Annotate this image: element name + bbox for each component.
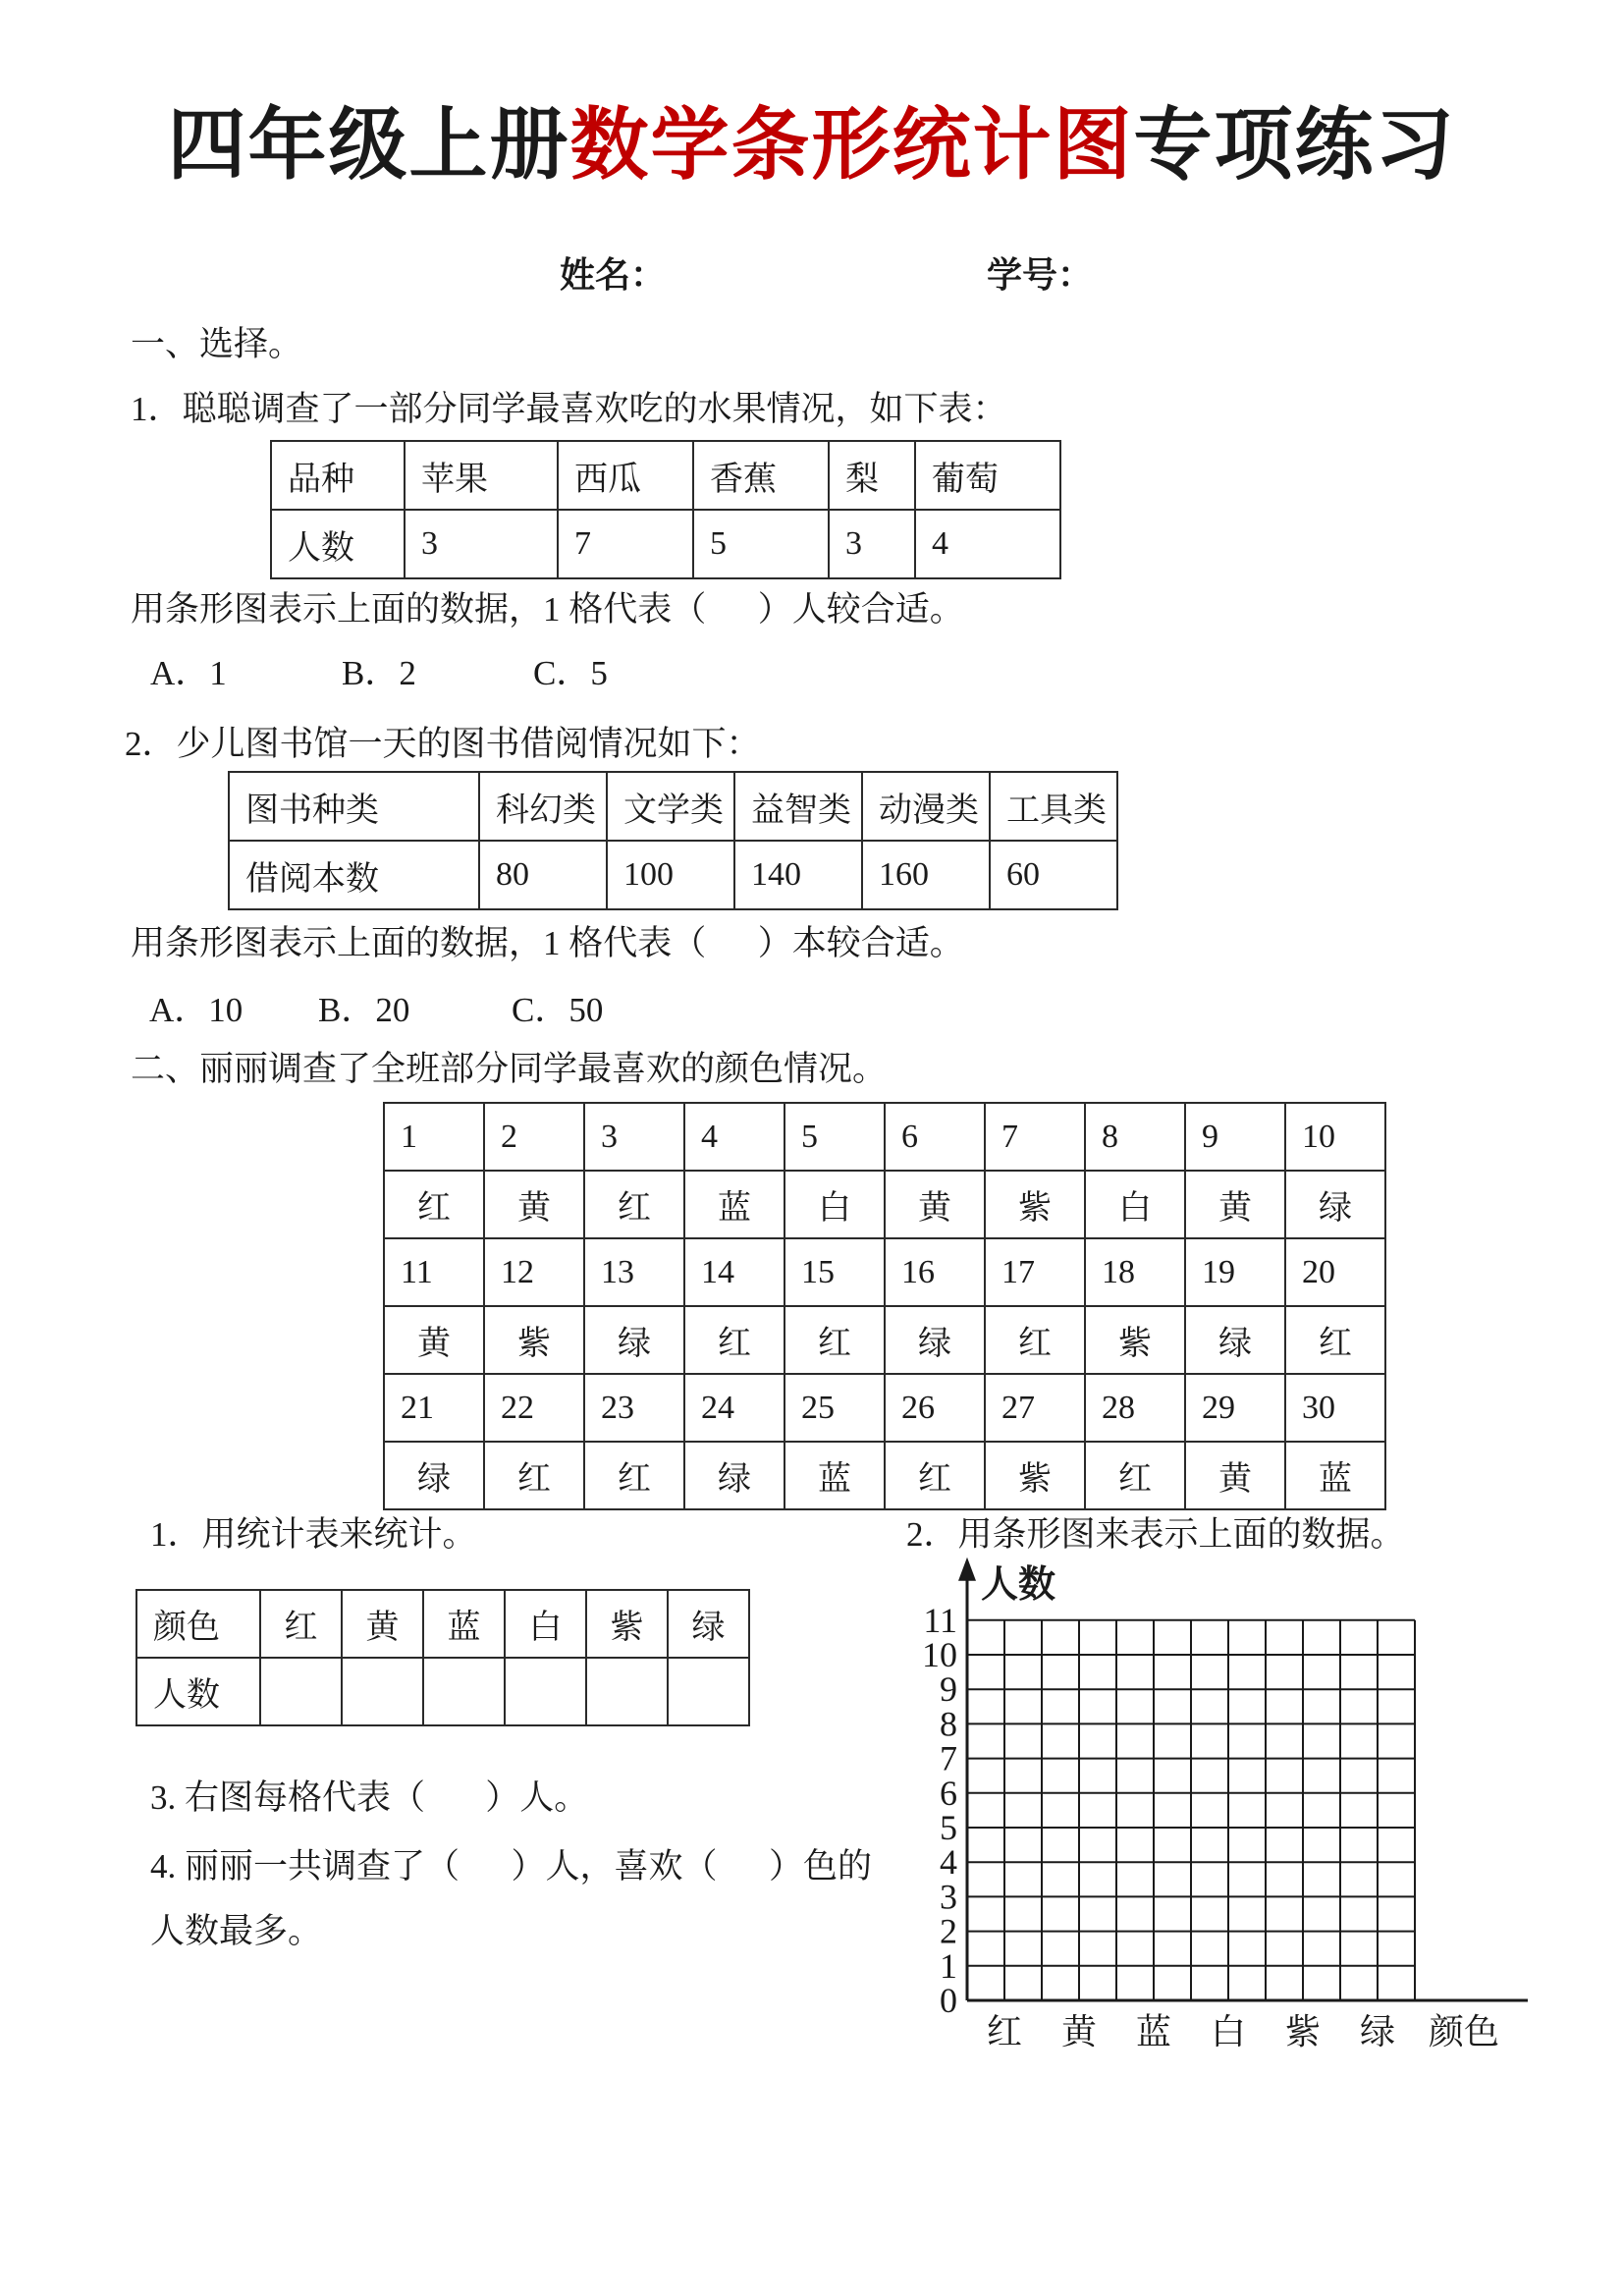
table-cell: 1 (384, 1103, 484, 1171)
table-cell: 7 (558, 510, 693, 578)
y-tick-label: 4 (940, 1842, 957, 1883)
table-cell: 18 (1085, 1238, 1185, 1306)
table-cell: 红 (584, 1442, 684, 1509)
table-cell: 5 (693, 510, 829, 578)
x-category-label: 紫 (1284, 2012, 1322, 2051)
table-cell: 绿 (684, 1442, 784, 1509)
table-cell: 27 (985, 1374, 1085, 1442)
table-cell: 5 (784, 1103, 885, 1171)
table-cell: 80 (479, 841, 607, 909)
section1-heading: 一、选择。 (131, 325, 303, 363)
table-cell: 4 (915, 510, 1060, 578)
table-cell: 19 (1185, 1238, 1285, 1306)
color-survey-table (383, 1102, 1386, 1510)
table-cell: 紫 (586, 1590, 668, 1658)
table-cell: 动漫类 (862, 772, 990, 841)
table-cell: 11 (384, 1238, 484, 1306)
s2-q4-text-line1: 4. 丽丽一共调查了（ ）人，喜欢（ ）色的 (150, 1847, 873, 1886)
table-cell: 30 (1285, 1374, 1385, 1442)
table-cell: 香蕉 (693, 441, 829, 510)
student-id-label: 学号： (987, 255, 1094, 295)
table-row (384, 1442, 1385, 1509)
table-cell: 29 (1185, 1374, 1285, 1442)
table-cell: 14 (684, 1238, 784, 1306)
y-tick-label: 6 (940, 1773, 957, 1813)
table-cell: 黄 (342, 1590, 423, 1658)
table-cell: 23 (584, 1374, 684, 1442)
x-category-label: 黄 (1060, 2012, 1098, 2051)
table-cell: 西瓜 (558, 441, 693, 510)
table-cell: 8 (1085, 1103, 1185, 1171)
table-cell: 黄 (384, 1306, 484, 1374)
table-row (271, 510, 1060, 578)
q2-text: 2．少儿图书馆一天的图书借阅情况如下： (125, 725, 761, 763)
y-tick-label: 0 (940, 1981, 957, 2020)
fruit-table (270, 440, 1061, 579)
q2-options (149, 990, 603, 1031)
table-cell (423, 1658, 505, 1725)
y-tick-label: 2 (940, 1911, 957, 1951)
table-cell: 图书种类 (229, 772, 479, 841)
table-cell: 2 (484, 1103, 584, 1171)
table-cell: 白 (784, 1171, 885, 1238)
table-row (384, 1238, 1385, 1306)
table-cell: 25 (784, 1374, 885, 1442)
table-cell: 160 (862, 841, 990, 909)
table-cell: 科幻类 (479, 772, 607, 841)
table-cell: 红 (985, 1306, 1085, 1374)
table-cell: 工具类 (990, 772, 1117, 841)
table-cell: 17 (985, 1238, 1085, 1306)
table-cell (586, 1658, 668, 1725)
q1-note: 用条形图表示上面的数据，1 格代表（ ）人较合适。 (131, 590, 964, 629)
books-table (228, 771, 1118, 910)
table-cell: 蓝 (1285, 1442, 1385, 1509)
y-tick-label: 8 (940, 1704, 957, 1744)
table-cell (342, 1658, 423, 1725)
table-cell: 3 (829, 510, 915, 578)
q1-option-b: B．2 (342, 654, 416, 692)
table-cell: 苹果 (405, 441, 558, 510)
q2-option-c: C．50 (512, 991, 604, 1029)
table-cell: 红 (684, 1306, 784, 1374)
table-cell: 140 (734, 841, 862, 909)
table-cell: 紫 (484, 1306, 584, 1374)
y-tick-label: 3 (940, 1877, 957, 1917)
title-part-left: 四年级上册 (167, 101, 570, 189)
table-cell: 蓝 (684, 1171, 784, 1238)
table-cell: 白 (1085, 1171, 1185, 1238)
table-cell: 借阅本数 (229, 841, 479, 909)
y-tick-label: 10 (922, 1635, 957, 1674)
y-tick-label: 7 (940, 1738, 957, 1778)
x-category-label: 绿 (1359, 2012, 1396, 2051)
color-stats-table (135, 1589, 750, 1726)
table-cell: 红 (784, 1306, 885, 1374)
x-category-label: 蓝 (1135, 2012, 1172, 2051)
page-title (0, 101, 1623, 189)
table-cell: 15 (784, 1238, 885, 1306)
table-row (384, 1306, 1385, 1374)
table-cell: 益智类 (734, 772, 862, 841)
table-cell: 颜色 (136, 1590, 260, 1658)
table-cell: 蓝 (784, 1442, 885, 1509)
table-row (271, 441, 1060, 510)
table-cell: 黄 (1185, 1442, 1285, 1509)
table-cell: 红 (1285, 1306, 1385, 1374)
table-cell: 24 (684, 1374, 784, 1442)
s2-q1-text: 1．用统计表来统计。 (150, 1515, 477, 1554)
table-row (136, 1590, 749, 1658)
title-part-accent: 数学条形统计图 (569, 101, 1134, 189)
name-label: 姓名： (560, 255, 667, 295)
table-cell: 13 (584, 1238, 684, 1306)
s2-q4-text-line2: 人数最多。 (150, 1912, 323, 1950)
title-part-right: 专项练习 (1133, 101, 1456, 189)
table-cell: 7 (985, 1103, 1085, 1171)
table-cell: 20 (1285, 1238, 1385, 1306)
table-row (384, 1171, 1385, 1238)
table-cell: 21 (384, 1374, 484, 1442)
table-cell: 60 (990, 841, 1117, 909)
table-cell: 绿 (885, 1306, 985, 1374)
table-cell: 绿 (668, 1590, 749, 1658)
table-cell: 22 (484, 1374, 584, 1442)
table-cell: 紫 (985, 1442, 1085, 1509)
x-category-label: 红 (986, 2012, 1023, 2051)
q2-note: 用条形图表示上面的数据，1 格代表（ ）本较合适。 (131, 924, 964, 962)
table-cell: 葡萄 (915, 441, 1060, 510)
table-cell: 6 (885, 1103, 985, 1171)
table-cell: 红 (384, 1171, 484, 1238)
x-category-label: 白 (1210, 2012, 1247, 2051)
table-cell: 28 (1085, 1374, 1185, 1442)
table-cell (668, 1658, 749, 1725)
table-row (229, 772, 1117, 841)
table-cell: 绿 (1285, 1171, 1385, 1238)
table-cell: 文学类 (607, 772, 734, 841)
table-cell: 4 (684, 1103, 784, 1171)
table-cell: 红 (885, 1442, 985, 1509)
table-cell: 品种 (271, 441, 405, 510)
q2-option-a: A．10 (149, 991, 243, 1029)
table-cell: 100 (607, 841, 734, 909)
table-cell: 黄 (885, 1171, 985, 1238)
y-tick-label: 5 (940, 1808, 957, 1847)
q1-options (150, 653, 608, 694)
s2-q3-text: 3. 右图每格代表（ ）人。 (150, 1778, 589, 1817)
axis-arrow-icon (958, 1558, 976, 1581)
table-cell: 黄 (1185, 1171, 1285, 1238)
table-cell: 梨 (829, 441, 915, 510)
table-cell (505, 1658, 586, 1725)
table-cell: 26 (885, 1374, 985, 1442)
table-cell: 黄 (484, 1171, 584, 1238)
table-row (384, 1374, 1385, 1442)
table-cell: 3 (405, 510, 558, 578)
y-tick-label: 11 (923, 1600, 957, 1640)
table-cell: 人数 (271, 510, 405, 578)
bar-chart-grid (913, 1552, 1561, 2072)
table-row (384, 1103, 1385, 1171)
table-cell: 10 (1285, 1103, 1385, 1171)
table-cell: 红 (260, 1590, 342, 1658)
table-cell: 绿 (1185, 1306, 1285, 1374)
q1-text: 1．聪聪调查了一部分同学最喜欢吃的水果情况，如下表： (131, 390, 1007, 428)
table-cell: 16 (885, 1238, 985, 1306)
table-cell: 绿 (584, 1306, 684, 1374)
q2-option-b: B．20 (318, 991, 410, 1029)
y-axis-title: 人数 (981, 1563, 1056, 1606)
s2-q2-text: 2．用条形图来表示上面的数据。 (906, 1515, 1405, 1554)
table-cell: 9 (1185, 1103, 1285, 1171)
q1-option-a: A．1 (150, 654, 227, 692)
section2-heading: 二、丽丽调查了全班部分同学最喜欢的颜色情况。 (131, 1050, 888, 1088)
table-cell (260, 1658, 342, 1725)
q1-option-c: C．5 (533, 654, 608, 692)
table-row (229, 841, 1117, 909)
table-cell: 人数 (136, 1658, 260, 1725)
table-cell: 红 (1085, 1442, 1185, 1509)
table-cell: 红 (484, 1442, 584, 1509)
table-cell: 绿 (384, 1442, 484, 1509)
table-cell: 白 (505, 1590, 586, 1658)
table-row (136, 1658, 749, 1725)
table-cell: 紫 (1085, 1306, 1185, 1374)
y-tick-label: 9 (940, 1669, 957, 1710)
table-cell: 红 (584, 1171, 684, 1238)
table-cell: 3 (584, 1103, 684, 1171)
table-cell: 12 (484, 1238, 584, 1306)
table-cell: 蓝 (423, 1590, 505, 1658)
x-axis-title: 颜色 (1429, 2012, 1500, 2051)
table-cell: 紫 (985, 1171, 1085, 1238)
y-tick-label: 1 (940, 1945, 957, 1986)
